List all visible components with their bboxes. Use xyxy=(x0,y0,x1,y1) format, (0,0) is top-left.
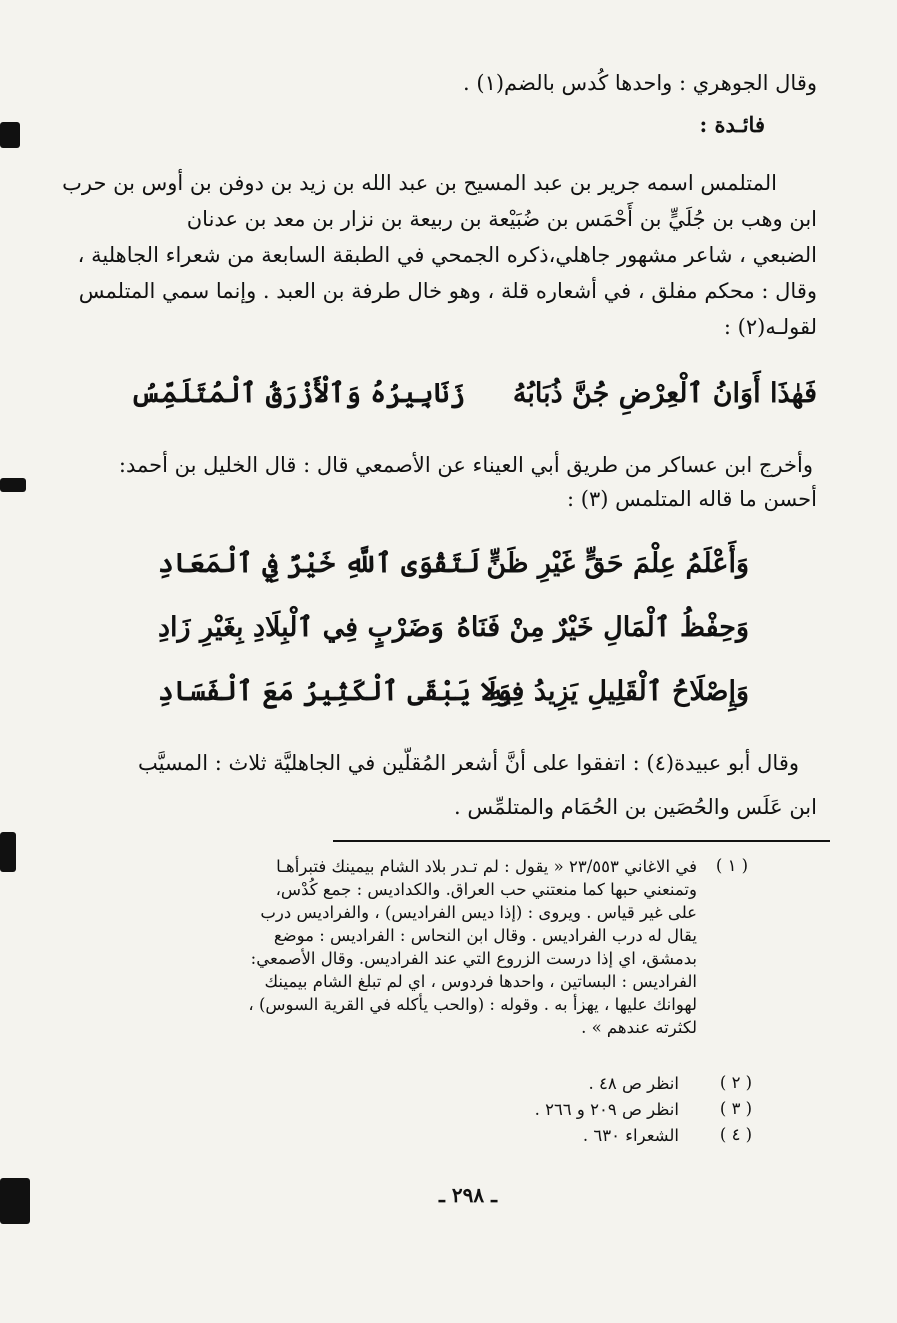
paragraph-line: المتلمس اسمه جرير بن عبد المسيح بن عبد الله بن زيد بن دوفن بن أوس بن حرب xyxy=(62,171,777,195)
footnote-number: ( ٣ ) xyxy=(719,1099,753,1118)
paragraph-line: ابن وهب بن جُلَيٍّ بن أَحْمَس بن ضُبَيْعة بن ربيعة بن نزار بن معد بن عدنان xyxy=(186,207,817,231)
scan-mark xyxy=(0,478,26,492)
footnote-number: ( ٤ ) xyxy=(719,1125,753,1144)
footnote-number: ( ١ ) xyxy=(715,856,749,875)
paragraph-line: وقال : محكم مفلق ، في أشعاره قلة ، وهو خال طرفة بن العبد . وإنما سمي المتلمس xyxy=(78,279,817,303)
footnote-divider xyxy=(333,840,830,842)
verse-hemistich-right: وَأَعْلَمُ عِلْمَ حَقٍّ غَيْرِ ظَنٍّ xyxy=(486,548,749,579)
opening-line: وقال الجوهري : واحدها كُدس بالضم(١) . xyxy=(463,71,817,95)
footnote-line: في الاغاني ٢٣/٥٥٣ « يقول : لم تـدر بلاد الشام بيمينك فتبرأهـا xyxy=(276,857,697,876)
verse-hemistich-left: وَلَا يَبْقَى ٱلْكَثِيرُ مَعَ ٱلْفَسَادِ xyxy=(158,676,513,707)
paragraph-line: وقال أبو عبيدة(٤) : اتفقوا على أنَّ أشعر المُقلّين في الجاهليَّة ثلاث : المسيَّب xyxy=(137,751,799,775)
verse-hemistich-right: وَإِصْلَاحُ ٱلْقَلِيلِ يَزِيدُ فِيهِ xyxy=(488,676,749,707)
footnote-line: الفراديس : البساتين ، واحدها فردوس ، اي لم تبلغ الشام بيمينك xyxy=(264,972,697,991)
footnote-line: وتمنعني حبها كما منعتني حب العراق. والكداديس : جمع كُدْس، xyxy=(275,880,697,899)
footnote-line: بدمشق، اي إذا درست الزروع التي عند الفراديس. وقال الأصمعي: xyxy=(250,949,697,968)
section-title: فائـدة : xyxy=(699,112,765,137)
page-number: ـ ٢٩٨ ـ xyxy=(439,1183,497,1207)
footnote-line: الشعراء ٦٣٠ . xyxy=(582,1126,679,1145)
verse-hemistich-right: وَحِفْظُ ٱلْمَالِ خَيْرٌ مِنْ فَنَاهُ xyxy=(456,612,749,643)
footnote-number: ( ٢ ) xyxy=(719,1073,753,1092)
footnote-line: لكثرته عندهم » . xyxy=(581,1018,697,1037)
verse-hemistich-left: لَتَقْوَى ٱللَّهِ خَيْرٌ فِي ٱلْمَعَادِ xyxy=(158,548,481,579)
verse-hemistich-left: وَضَرْبٍ فِي ٱلْبِلَادِ بِغَيْرِ زَادِ xyxy=(158,612,444,643)
scan-mark xyxy=(0,832,16,872)
footnote-line: لهوانك عليها ، يهزأ به . وقوله : (والحب يأكله في القرية السوس) ، xyxy=(248,995,697,1014)
scan-mark xyxy=(0,1178,30,1224)
scan-mark xyxy=(0,122,20,148)
paragraph-line: لقولـه(٢) : xyxy=(723,315,817,339)
verse-hemistich-right: فَهٰذَا أَوَانُ ٱلْعِرْضِ جُنَّ ذُبَابُهُ xyxy=(512,378,817,409)
paragraph-line: ابن عَلَس والحُصَين بن الحُمَام والمتلمِّس . xyxy=(454,795,817,819)
footnote-line: يقال له درب الفراديس . وقال ابن النحاس : الفراديس : موضع xyxy=(273,926,697,945)
paragraph-line: وأخرج ابن عساكر من طريق أبي العيناء عن الأصمعي قال : قال الخليل بن أحمد: xyxy=(118,453,813,477)
footnote-line: انظر ص ٤٨ . xyxy=(588,1074,679,1093)
verse-hemistich-left: زَنَابِيرُهُ وَٱلْأَزْرَقُ ٱلْمُتَلَمِّسُ xyxy=(130,378,466,409)
paragraph-line: الضبعي ، شاعر مشهور جاهلي،ذكره الجمحي في الطبقة السابعة من شعراء الجاهلية ، xyxy=(77,243,817,267)
footnote-line: انظر ص ٢٠٩ و ٢٦٦ . xyxy=(534,1100,679,1119)
footnote-line: على غير قياس . ويروى : (إذا ديس الفراديس) ، والفراديس درب xyxy=(260,903,697,922)
paragraph-line: أحسن ما قاله المتلمس (٣) : xyxy=(567,487,817,511)
